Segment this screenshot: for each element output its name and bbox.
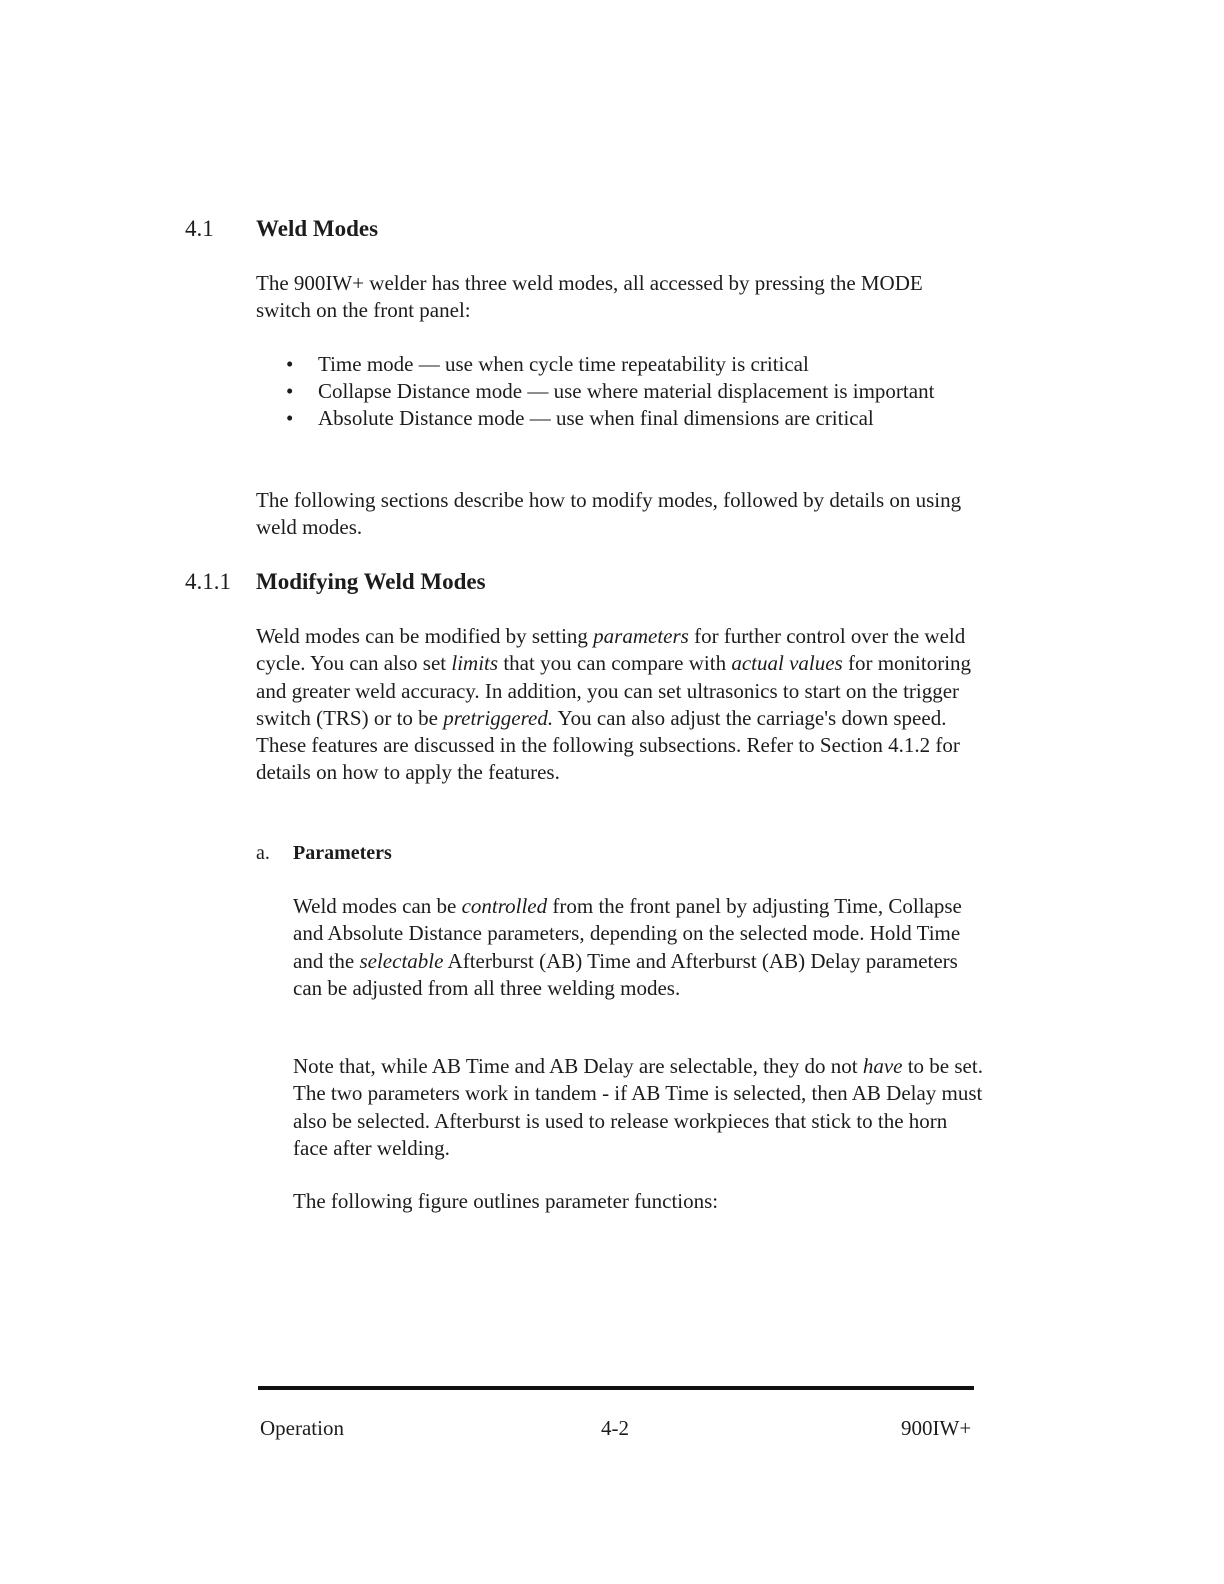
footer-rule <box>258 1386 974 1390</box>
section-title-weld-modes: Weld Modes <box>256 216 379 241</box>
term-selectable: selectable <box>359 948 444 973</box>
list-item: • Time mode — use when cycle time repeatability is critical <box>286 352 809 376</box>
list-item: • Collapse Distance mode — use where material displacement is important <box>286 379 935 403</box>
term-actual-values: actual values <box>731 651 843 676</box>
footer-page-number: 4-2 <box>601 1416 629 1440</box>
bullet-icon: • <box>286 406 294 430</box>
subsection-title: Parameters <box>293 842 392 864</box>
parameters-paragraph-3: The following figure outlines parameter functions: <box>293 1189 719 1213</box>
list-item: • Absolute Distance mode — use when final dimensions are critical <box>286 406 874 430</box>
weld-modes-intro: The 900IW+ welder has three weld modes, all accessed by pressing the MODE switch on the front panel: <box>256 271 923 323</box>
weld-modes-closing: The following sections describe how to modify modes, followed by details on using weld modes. <box>256 488 962 540</box>
subsection-letter: a. <box>256 842 270 864</box>
parameters-paragraph-2: Note that, while AB Time and AB Delay are selectable, they do not have to be set. The two parameters work in tandem - if AB Time is selected, then AB Delay must also be selected. Afterburst is used to release workpieces that stick to the horn face after welding. <box>293 1054 983 1160</box>
section-number-4-1: 4.1 <box>185 216 214 241</box>
term-controlled: controlled <box>461 894 548 918</box>
term-limits: limits <box>451 651 499 676</box>
term-parameters: parameters <box>593 624 689 648</box>
bullet-icon: • <box>286 379 294 403</box>
term-have: have <box>862 1054 903 1078</box>
modifying-weld-modes-paragraph: Weld modes can be modified by setting parameters for further control over the weld cycle. You can also set limits that you can compare with actual values for monitoring and greater weld accuracy. In addition, you can set ultrasonics to start on the trigger switch (TRS) or to be pretriggered. You can also adjust the carriage's down speed. These features are discussed in the following subsections. Refer to Section 4.1.2 for details on how to apply the features. <box>256 624 972 785</box>
section-title-modifying-weld-modes: Modifying Weld Modes <box>256 569 486 594</box>
footer-product: 900IW+ <box>901 1416 972 1440</box>
bullet-icon: • <box>286 352 294 376</box>
footer-chapter: Operation <box>260 1416 344 1440</box>
weld-modes-list <box>282 351 952 432</box>
term-pretriggered: pretriggered. <box>443 705 554 730</box>
subsection-heading-parameters <box>256 840 392 867</box>
section-number-4-1-1: 4.1.1 <box>185 569 231 594</box>
parameters-paragraph-1: Weld modes can be controlled from the front panel by adjusting Time, Collapse and Absolute Distance parameters, depending on the selected mode. Hold Time and the selectable Afterburst (AB) Time and Afterburst (AB) Delay parameters can be adjusted from all three welding modes. <box>293 894 962 1000</box>
